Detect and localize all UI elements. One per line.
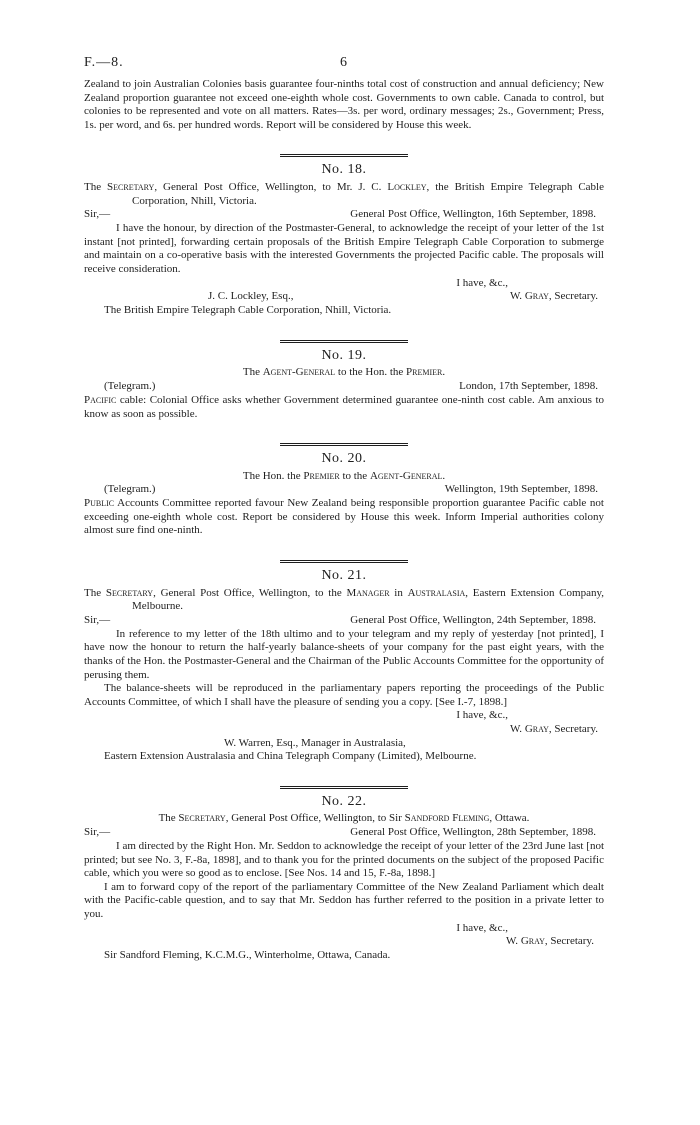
message-type: (Telegram.) [104, 483, 156, 496]
closing: I have, &c., [456, 276, 508, 289]
letter-number: No. 18. [321, 162, 367, 178]
letter-address: The Secretary, General Post Office, Wellington, to the Manager in Australasia, Eastern Extension Company, Melbourne. [84, 586, 604, 613]
salutation: Sir,— [84, 825, 111, 838]
place-date: General Post Office, Wellington, 24th September, 1898. [350, 613, 596, 626]
recipient-name: Sir Sandford Fleming, K.C.M.G., Winterholme, Ottawa, Canada. [104, 948, 391, 961]
section-divider [280, 154, 408, 157]
section-divider [280, 340, 408, 343]
section-divider [280, 786, 408, 789]
salutation: Sir,— [84, 208, 111, 221]
page-header [84, 56, 604, 78]
recipient-name: W. Warren, Esq., Manager in Australasia, [224, 736, 406, 749]
letter-address: The Agent-General to the Hon. the Premier. [242, 366, 446, 379]
letter-body: In reference to my letter of the 18th ultimo and to your telegram and my reply of yesterday [not printed], I have now the honour to return the half-yearly balance-sheets of your company for the past eight years, with the thanks of the Hon. the Postmaster-General and the Chairman of the Public Accounts Committee for the opportunity of perusing them. [84, 627, 604, 681]
letter-no-20 [84, 452, 604, 538]
salutation: Sir,— [84, 613, 111, 626]
place-date: General Post Office, Wellington, 16th September, 1898. [350, 208, 596, 221]
closing: I have, &c., [456, 921, 508, 934]
letter-number: No. 22. [321, 793, 367, 809]
signature: W. Gray, Secretary. [509, 723, 598, 735]
recipient-name: J. C. Lockley, Esq., [208, 290, 294, 303]
letter-no-18 [84, 163, 604, 317]
section-divider [280, 560, 408, 563]
document-page [84, 56, 604, 962]
letter-number: No. 20. [321, 451, 367, 467]
recipient-organisation: Eastern Extension Australasia and China Telegraph Company (Limited), Melbourne. [104, 750, 477, 763]
letter-body: I have the honour, by direction of the Postmaster-General, to acknowledge the receipt of your letter of the 1st instant [not printed], forwarding certain proposals of the British Empire Telegraph Cable Corporation to submerge and maintain on a co-operative basis with the interested Governments the projected Pacific cable. The proposals will receive consideration. [84, 222, 604, 275]
message-type: (Telegram.) [104, 379, 156, 392]
letter-body: I am directed by the Right Hon. Mr. Seddon to acknowledge the receipt of your letter of the 23rd June last [not printed; but see No. 3, F.-8a, 1898], and to thank you for the printed documents on the subject of the proposed Pacific cable, which you were so good as to enclose. [See Nos. 14 and 15, F.-8a, 1898.] [84, 839, 604, 880]
letter-body: I am to forward copy of the report of the parliamentary Committee of the New Zealand Parliament which dealt with the Pacific-cable question, and to say that Mr. Seddon has further referred to the position in a private letter to you. [84, 880, 604, 920]
letter-no-22 [84, 795, 604, 963]
page-number: 6 [340, 55, 347, 70]
signature: W. Gray, Secretary. [509, 290, 598, 303]
letter-address: The Secretary, General Post Office, Wellington, to Mr. J. C. Lockley, the British Empire Telegraph Cable Corporation, Nhill, Victoria. [84, 180, 604, 207]
letter-address: The Secretary, General Post Office, Wellington, to Sir Sandford Fleming, Ottawa. [158, 812, 530, 825]
letter-body: Pacific cable: Colonial Office asks whether Government determined guarantee one-ninth cost cable. Am anxious to know as soon as possible. [84, 393, 604, 420]
letter-body: The balance-sheets will be reproduced in the parliamentary papers reporting the proceedings of the Public Accounts Committee, of which I shall have the pleasure of sending you a copy. [See I.-7, 1898.] [84, 682, 604, 708]
closing: I have, &c., [456, 709, 508, 722]
paper-reference: F.—8. [84, 55, 124, 70]
letter-number: No. 19. [321, 347, 367, 363]
signature: W. Gray, Secretary. [505, 935, 594, 948]
recipient-organisation: The British Empire Telegraph Cable Corporation, Nhill, Victoria. [104, 304, 392, 317]
place-date: Wellington, 19th September, 1898. [444, 483, 598, 496]
place-date: London, 17th September, 1898. [459, 379, 598, 392]
letter-no-21 [84, 569, 604, 764]
continued-text: Zealand to join Australian Colonies basis guarantee four-ninths total cost of construction and annual deficiency; New Zealand proportion guarantee not exceed one-eighth whole cost. Governments to own cable. Canada to control, but colonies to be represented and vote on all matters. Rates—3s. per word, ordinary messages; 2s., Government; Press, 1s. per word, and 6s. per hundred words. Report will be considered by House this week. [84, 78, 604, 131]
letter-body: Public Accounts Committee reported favour New Zealand being responsible proportion guarantee Pacific cable not exceeding one-eighth whole cost. Report be considered by House this week. Inform Imperial authorities colony almost sure find one-ninth. [84, 497, 604, 537]
letter-no-19 [84, 349, 604, 421]
section-divider [280, 443, 408, 446]
place-date: General Post Office, Wellington, 28th September, 1898. [350, 825, 596, 838]
letter-number: No. 21. [321, 568, 367, 584]
letter-address: The Hon. the Premier to the Agent-General. [242, 469, 446, 482]
